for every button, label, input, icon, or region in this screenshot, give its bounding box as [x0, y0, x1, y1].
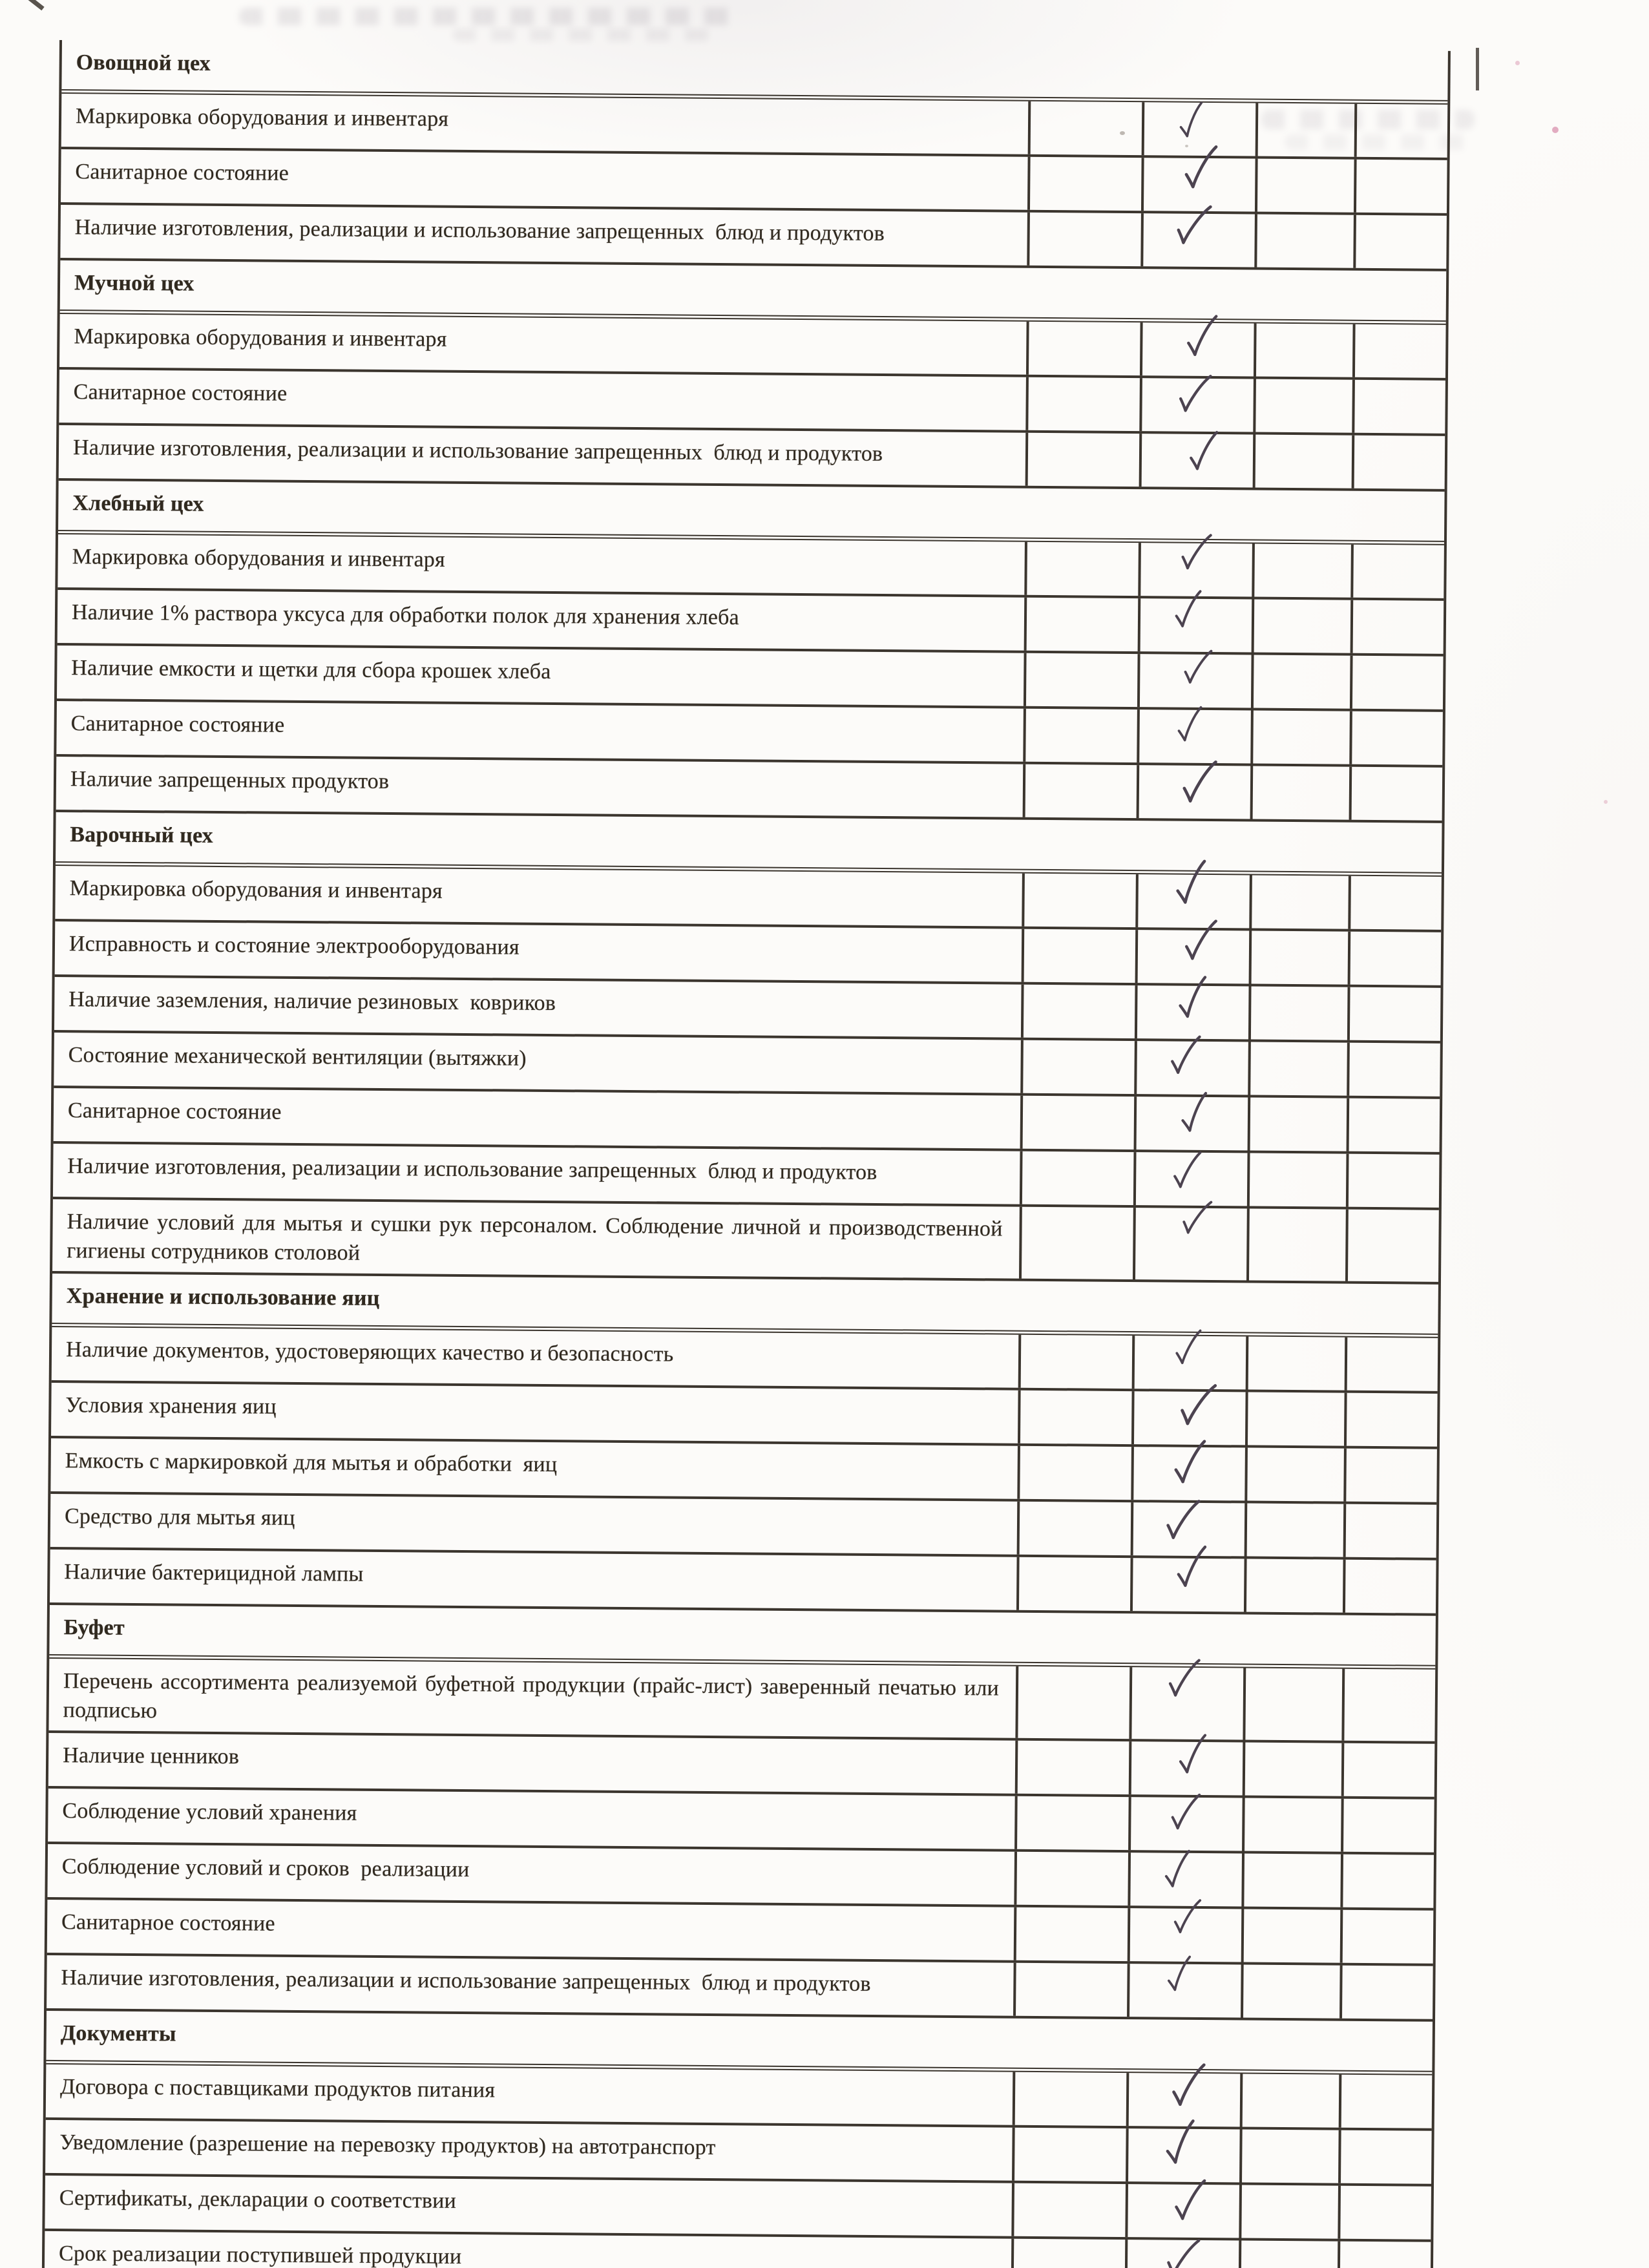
empty-cell — [1027, 213, 1141, 266]
scan-bleed-artifact — [239, 8, 743, 25]
checkmark-icon — [1172, 1543, 1212, 1592]
table-row — [48, 1659, 1435, 1744]
empty-cell — [1255, 159, 1354, 213]
empty-cell — [1024, 653, 1138, 707]
empty-cell — [1011, 2238, 1126, 2268]
item-label: Условия хранения яиц — [65, 1392, 277, 1419]
result-cell — [1139, 434, 1254, 487]
item-label: Санитарное состояние — [73, 380, 288, 406]
empty-cell — [1025, 377, 1140, 431]
empty-cell — [1254, 324, 1353, 377]
empty-cell — [1349, 711, 1443, 765]
result-cell — [1139, 378, 1254, 432]
table-row — [54, 977, 1441, 1044]
empty-cell — [1248, 1097, 1347, 1151]
item-label: Соблюдение условий хранения — [62, 1798, 357, 1825]
result-cell — [1127, 1964, 1241, 2017]
empty-cell — [1245, 1447, 1344, 1501]
empty-cell — [1341, 1668, 1435, 1741]
empty-cell — [1023, 764, 1137, 818]
empty-cell — [1248, 987, 1348, 1040]
empty-cell — [1340, 1854, 1434, 1907]
table-row — [48, 1788, 1434, 1854]
empty-cell — [1249, 876, 1349, 929]
checkmark-icon — [1168, 2059, 1209, 2111]
empty-cell — [1020, 1040, 1135, 1094]
checkmark-icon — [1173, 704, 1207, 746]
result-cell — [1129, 1667, 1243, 1739]
table-row — [55, 921, 1442, 988]
empty-cell — [1243, 1742, 1342, 1796]
table-row — [51, 1383, 1438, 1449]
item-label: Наличие 1% раствора уксуса для обработки полок для хранения хлеба — [71, 600, 740, 630]
empty-cell — [1013, 1962, 1128, 2016]
empty-cell — [1022, 929, 1136, 983]
item-label: Маркировка оборудования и инвентаря — [69, 876, 443, 903]
checkmark-icon — [1170, 588, 1206, 632]
empty-cell — [1245, 1392, 1345, 1445]
empty-cell — [1338, 2130, 1432, 2183]
empty-cell — [1350, 545, 1444, 598]
empty-cell — [1020, 1151, 1134, 1205]
empty-cell — [1018, 1334, 1133, 1388]
empty-cell — [1249, 931, 1349, 985]
result-cell — [1134, 1097, 1248, 1150]
empty-cell — [1347, 987, 1441, 1041]
empty-cell — [1020, 1096, 1135, 1150]
empty-cell — [1017, 1501, 1131, 1555]
empty-cell — [1239, 2185, 1338, 2238]
item-label: Средство для мытья яиц — [64, 1504, 295, 1530]
empty-cell — [1018, 1390, 1132, 1444]
empty-cell — [1343, 1504, 1437, 1557]
empty-cell — [1246, 1336, 1345, 1390]
empty-cell — [1348, 876, 1442, 930]
empty-cell — [1239, 2240, 1338, 2268]
checkmark-icon — [1173, 369, 1215, 419]
empty-cell — [1013, 2072, 1127, 2125]
empty-cell — [1025, 433, 1140, 487]
empty-cell — [1243, 1668, 1342, 1740]
item-label: Маркировка оборудования и инвентаря — [74, 324, 447, 352]
result-cell — [1129, 1741, 1243, 1795]
result-cell — [1140, 322, 1254, 376]
empty-cell — [1012, 2127, 1126, 2181]
empty-cell — [1024, 542, 1139, 596]
result-cell — [1140, 213, 1255, 267]
item-label: Перечень ассортимента реализуемой буфетной продукции (прайс-лист) заверенный печатью или подписью — [63, 1668, 1000, 1723]
empty-cell — [1252, 544, 1351, 598]
item-label: Исправность и состояние электрооборудования — [68, 932, 520, 960]
result-cell — [1128, 1797, 1243, 1851]
table-row — [47, 1899, 1434, 1966]
item-label: Санитарное состояние — [67, 1098, 282, 1124]
empty-cell — [1338, 2241, 1431, 2268]
empty-cell — [1251, 655, 1350, 709]
checkmark-icon — [1177, 756, 1221, 810]
empty-cell — [1346, 1154, 1440, 1208]
table-row — [53, 1144, 1440, 1210]
empty-cell — [1014, 1907, 1128, 1960]
table-row — [52, 1327, 1438, 1394]
empty-cell — [1245, 1503, 1344, 1557]
table-row — [47, 1955, 1433, 2021]
empty-cell — [1026, 322, 1140, 375]
table-row — [56, 757, 1443, 823]
checkmark-icon — [1170, 1149, 1204, 1192]
table-row — [54, 1088, 1440, 1155]
empty-cell — [1014, 1851, 1128, 1905]
table-row — [58, 590, 1444, 656]
result-cell — [1138, 598, 1252, 652]
table-row — [60, 205, 1447, 271]
cut-off-border-artifact — [1476, 48, 1479, 90]
empty-cell — [1254, 215, 1354, 268]
empty-cell — [1354, 104, 1448, 158]
table-row — [57, 646, 1444, 712]
checkmark-icon — [1170, 857, 1213, 909]
empty-cell — [1241, 1853, 1341, 1907]
empty-cell — [1017, 1445, 1131, 1499]
empty-cell — [1239, 2129, 1339, 2183]
table-row — [46, 2064, 1433, 2130]
table-row — [52, 1199, 1439, 1285]
empty-cell — [1015, 1740, 1129, 1794]
item-label: Наличие заземления, наличие резиновых ковриков — [68, 987, 556, 1016]
checkmark-icon — [1162, 1953, 1197, 1995]
item-label: Санитарное состояние — [75, 160, 289, 185]
result-cell — [1137, 765, 1251, 819]
item-label: Наличие изготовления, реализации и использование запрещенных блюд и продуктов — [61, 1965, 871, 1996]
checkmark-icon — [1167, 1789, 1204, 1834]
empty-cell — [1345, 1337, 1438, 1391]
section-header: Мучной цех — [74, 271, 194, 296]
checkmark-icon — [1180, 646, 1216, 689]
empty-cell — [1352, 436, 1445, 489]
table-row — [50, 1438, 1437, 1505]
section-header: Хранение и использование яиц — [66, 1283, 380, 1310]
empty-cell — [1252, 600, 1351, 653]
pink-dust-speck — [1552, 127, 1559, 133]
empty-cell — [1253, 435, 1352, 488]
table-row — [48, 1732, 1435, 1799]
empty-cell — [1027, 157, 1142, 211]
table-row — [47, 1843, 1434, 1910]
empty-cell — [1240, 2074, 1339, 2127]
result-cell — [1125, 2240, 1239, 2268]
table-row — [59, 425, 1445, 492]
checkmark-icon — [1170, 1896, 1204, 1938]
item-label: Наличие изготовления, реализации и использование запрещенных блюд и продуктов — [72, 436, 883, 467]
checkmark-icon — [1170, 1437, 1211, 1488]
table-row — [56, 701, 1443, 768]
empty-cell — [1347, 1098, 1440, 1152]
item-label: Наличие ценников — [63, 1743, 240, 1769]
empty-cell — [1250, 711, 1350, 764]
empty-cell — [1339, 1965, 1433, 2019]
empty-cell — [1255, 103, 1355, 157]
checkmark-icon — [1171, 198, 1216, 252]
checkmark-icon — [1159, 1847, 1196, 1892]
section-header: Хлебный цех — [72, 491, 204, 516]
empty-cell — [1338, 2185, 1431, 2239]
empty-cell — [1353, 215, 1447, 269]
item-label: Наличие емкости и щетки для сбора крошек хлеба — [71, 656, 551, 684]
empty-cell — [1345, 1210, 1439, 1282]
result-cell — [1131, 1391, 1246, 1445]
section-header: Документы — [60, 2021, 176, 2046]
empty-cell — [1340, 1909, 1434, 1963]
item-label: Состояние механической вентиляции (вытяжки) — [68, 1043, 527, 1071]
result-cell — [1134, 1041, 1248, 1095]
item-label: Договора с поставщиками продуктов питания — [59, 2074, 496, 2102]
table-row — [50, 1549, 1436, 1616]
checkmark-icon — [1167, 1033, 1204, 1079]
empty-cell — [1352, 324, 1446, 378]
result-cell — [1131, 1447, 1245, 1500]
empty-cell — [1021, 985, 1135, 1038]
empty-cell — [1341, 1743, 1435, 1796]
item-label: Наличие изготовления, реализации и использование запрещенных блюд и продуктов — [67, 1154, 877, 1184]
item-label: Наличие запрещенных продуктов — [70, 767, 390, 794]
item-label: Сертификаты, декларации о соответствии — [59, 2185, 457, 2213]
checkmark-icon — [1183, 313, 1222, 361]
checkmark-icon — [1181, 916, 1221, 965]
empty-cell — [1253, 379, 1352, 433]
empty-cell — [1246, 1208, 1346, 1281]
table-row — [61, 94, 1448, 160]
empty-cell — [1014, 1796, 1129, 1849]
checkmark-icon — [1172, 1327, 1204, 1368]
empty-cell — [1023, 709, 1137, 762]
empty-cell — [1028, 101, 1142, 155]
checkmark-icon — [1171, 2176, 1209, 2225]
item-label: Санитарное состояние — [70, 711, 285, 737]
item-label: Наличие изготовления, реализации и использование запрещенных блюд и продуктов — [74, 215, 885, 246]
empty-cell — [1244, 1559, 1343, 1612]
empty-cell — [1350, 600, 1444, 654]
checkmark-icon — [1185, 428, 1222, 475]
empty-cell — [1011, 2183, 1126, 2236]
pink-dust-speck — [1604, 800, 1608, 804]
empty-cell — [1015, 1666, 1129, 1738]
empty-cell — [1343, 1559, 1436, 1613]
item-label: Уведомление (разрешение на перевозку продуктов) на автотранспорт — [59, 2130, 716, 2159]
item-label: Наличие бактерицидной лампы — [64, 1559, 364, 1586]
empty-cell — [1241, 1909, 1341, 1962]
checkmark-icon — [1161, 2232, 1204, 2268]
empty-cell — [1024, 598, 1139, 651]
table-row — [55, 866, 1442, 932]
checkmark-icon — [1164, 1654, 1204, 1703]
section-header: Варочный цех — [70, 823, 213, 848]
empty-cell — [1022, 874, 1136, 927]
section-header: Буфет — [63, 1615, 125, 1640]
table-row — [58, 534, 1444, 601]
empty-cell — [1344, 1392, 1438, 1446]
item-label: Срок реализации поступившей продукции — [58, 2241, 462, 2268]
empty-cell — [1250, 766, 1350, 820]
checkmark-icon — [1159, 2116, 1203, 2170]
item-label: Соблюдение условий и сроков реализации — [61, 1854, 470, 1882]
empty-cell — [1016, 1557, 1131, 1610]
table-row — [54, 1033, 1440, 1099]
empty-cell — [1242, 1798, 1341, 1851]
checkmark-icon — [1177, 529, 1215, 576]
item-label: Наличие условий для мытья и сушки рук персоналом. Соблюдение личной и производственной гигиены сотрудников столовой — [67, 1210, 1003, 1265]
empty-cell — [1339, 2074, 1433, 2128]
empty-cell — [1348, 932, 1442, 985]
empty-cell — [1247, 1153, 1347, 1206]
empty-cell — [1341, 1798, 1434, 1852]
checklist-table — [42, 40, 1451, 2268]
corner-mark-artifact — [15, 0, 44, 10]
empty-cell — [1354, 160, 1447, 213]
table-row — [45, 2119, 1432, 2186]
empty-cell — [1350, 656, 1444, 709]
item-label: Маркировка оборудования и инвентаря — [75, 104, 449, 131]
table-row — [45, 2175, 1431, 2242]
checkmark-icon — [1161, 1494, 1204, 1546]
section-header: Овощной цех — [76, 50, 211, 76]
result-cell — [1137, 709, 1251, 763]
empty-cell — [1349, 767, 1443, 821]
table-row — [50, 1494, 1437, 1560]
table-row — [59, 314, 1446, 381]
item-label: Санитарное состояние — [61, 1909, 275, 1936]
checkmark-icon — [1174, 1731, 1212, 1778]
result-cell — [1133, 1208, 1247, 1280]
result-cell — [1126, 2128, 1240, 2182]
checkmark-icon — [1181, 143, 1221, 194]
item-label: Маркировка оборудования и инвентаря — [72, 545, 446, 572]
checkmark-icon — [1177, 1195, 1215, 1241]
item-label: Емкость с маркировкой для мытья и обработки яиц — [65, 1448, 558, 1476]
checkmark-icon — [1173, 100, 1209, 142]
table-row — [61, 149, 1447, 216]
empty-cell — [1241, 1964, 1340, 2018]
empty-cell — [1019, 1207, 1133, 1279]
table-row — [59, 370, 1445, 436]
checkmark-icon — [1172, 973, 1214, 1024]
result-cell — [1135, 985, 1249, 1039]
empty-cell — [1347, 1043, 1440, 1097]
scan-bleed-artifact — [452, 28, 711, 41]
item-label: Наличие документов, удостоверяющих качество и безопасность — [65, 1337, 674, 1367]
result-cell — [1125, 2184, 1239, 2238]
result-cell — [1137, 654, 1252, 708]
empty-cell — [1248, 1042, 1347, 1095]
pink-dust-speck — [1515, 61, 1520, 65]
empty-cell — [1352, 380, 1445, 434]
checkmark-icon — [1175, 1378, 1221, 1433]
checkmark-icon — [1175, 1089, 1215, 1137]
result-cell — [1130, 1558, 1245, 1612]
empty-cell — [1343, 1448, 1437, 1502]
